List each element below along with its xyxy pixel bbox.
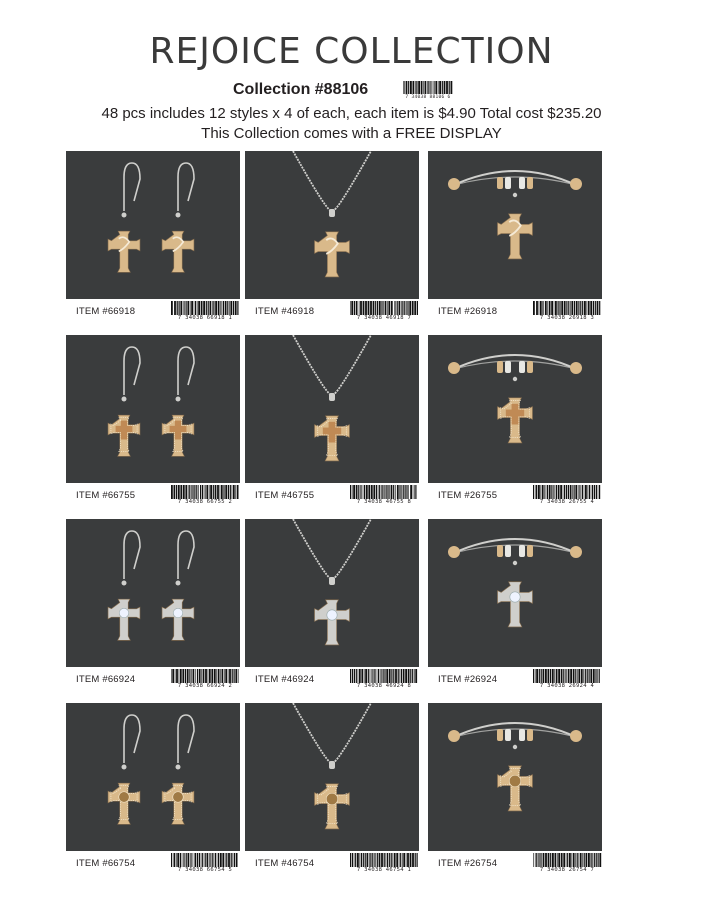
barcode-bars bbox=[349, 485, 419, 499]
barcode-number: 7 34038 26755 4 bbox=[532, 499, 602, 506]
item-barcode bbox=[349, 853, 419, 875]
barcode-bars bbox=[170, 853, 240, 867]
item-barcode bbox=[170, 485, 240, 507]
item-number: ITEM #26918 bbox=[438, 306, 498, 317]
product-photo-necklace bbox=[245, 703, 419, 851]
item-barcode bbox=[532, 669, 602, 691]
item-number: ITEM #26755 bbox=[438, 490, 498, 501]
barcode-number: 7 34038 66754 5 bbox=[170, 867, 240, 874]
barcode-bars bbox=[532, 485, 602, 499]
product-card bbox=[245, 519, 419, 691]
product-photo-earrings bbox=[66, 703, 240, 851]
item-barcode bbox=[349, 485, 419, 507]
barcode-bars bbox=[170, 485, 240, 499]
product-photo-bracelet bbox=[428, 703, 602, 851]
item-barcode bbox=[532, 301, 602, 323]
product-photo-bracelet bbox=[428, 151, 602, 299]
barcode-number: 7 34038 46754 1 bbox=[349, 867, 419, 874]
product-card bbox=[428, 703, 602, 875]
product-card bbox=[428, 151, 602, 323]
product-card bbox=[66, 335, 240, 507]
product-card bbox=[66, 703, 240, 875]
item-barcode bbox=[532, 853, 602, 875]
item-barcode bbox=[170, 301, 240, 323]
product-photo-bracelet bbox=[428, 335, 602, 483]
item-barcode bbox=[170, 669, 240, 691]
product-card bbox=[66, 151, 240, 323]
product-photo-bracelet bbox=[428, 519, 602, 667]
barcode-bars bbox=[402, 81, 454, 94]
barcode-bars bbox=[170, 301, 240, 315]
item-number: ITEM #66754 bbox=[76, 858, 136, 869]
item-number: ITEM #46754 bbox=[255, 858, 315, 869]
item-number: ITEM #46755 bbox=[255, 490, 315, 501]
barcode-bars bbox=[349, 301, 419, 315]
product-photo-earrings bbox=[66, 151, 240, 299]
display-info: This Collection comes with a FREE DISPLAY bbox=[201, 125, 502, 142]
product-photo-earrings bbox=[66, 519, 240, 667]
pricing-info: 48 pcs includes 12 styles x 4 of each, each item is $4.90 Total cost $235.20 bbox=[101, 105, 602, 122]
barcode-bars bbox=[349, 669, 419, 683]
collection-row bbox=[0, 79, 703, 101]
item-barcode bbox=[349, 301, 419, 323]
barcode-number: 7 34038 26918 3 bbox=[532, 315, 602, 322]
barcode-bars bbox=[532, 853, 602, 867]
barcode-number: 7 34038 66924 2 bbox=[170, 683, 240, 690]
item-number: ITEM #26924 bbox=[438, 674, 498, 685]
collection-barcode bbox=[402, 81, 454, 101]
item-number: ITEM #46924 bbox=[255, 674, 315, 685]
item-number: ITEM #26754 bbox=[438, 858, 498, 869]
barcode-bars bbox=[532, 301, 602, 315]
item-barcode bbox=[532, 485, 602, 507]
item-number: ITEM #66918 bbox=[76, 306, 136, 317]
product-card bbox=[245, 335, 419, 507]
product-card bbox=[428, 519, 602, 691]
item-number: ITEM #66755 bbox=[76, 490, 136, 501]
item-number: ITEM #66924 bbox=[76, 674, 136, 685]
barcode-bars bbox=[349, 853, 419, 867]
barcode-bars bbox=[170, 669, 240, 683]
collection-barcode-number: 7 34038 88106 6 bbox=[402, 94, 454, 101]
product-card bbox=[245, 703, 419, 875]
barcode-number: 7 34038 66918 1 bbox=[170, 315, 240, 322]
barcode-number: 7 34038 26754 7 bbox=[532, 867, 602, 874]
barcode-number: 7 34038 26924 4 bbox=[532, 683, 602, 690]
product-card bbox=[66, 519, 240, 691]
item-number: ITEM #46918 bbox=[255, 306, 315, 317]
item-barcode bbox=[349, 669, 419, 691]
product-photo-necklace bbox=[245, 335, 419, 483]
item-barcode bbox=[170, 853, 240, 875]
product-photo-necklace bbox=[245, 519, 419, 667]
barcode-bars bbox=[532, 669, 602, 683]
barcode-number: 7 34038 46918 7 bbox=[349, 315, 419, 322]
barcode-number: 7 34038 46755 8 bbox=[349, 499, 419, 506]
barcode-number: 7 34038 46924 8 bbox=[349, 683, 419, 690]
barcode-number: 7 34038 66755 2 bbox=[170, 499, 240, 506]
product-photo-earrings bbox=[66, 335, 240, 483]
product-photo-necklace bbox=[245, 151, 419, 299]
page-title: REJOICE COLLECTION bbox=[149, 31, 554, 72]
product-card bbox=[245, 151, 419, 323]
product-card bbox=[428, 335, 602, 507]
collection-number: Collection #88106 bbox=[233, 81, 369, 98]
